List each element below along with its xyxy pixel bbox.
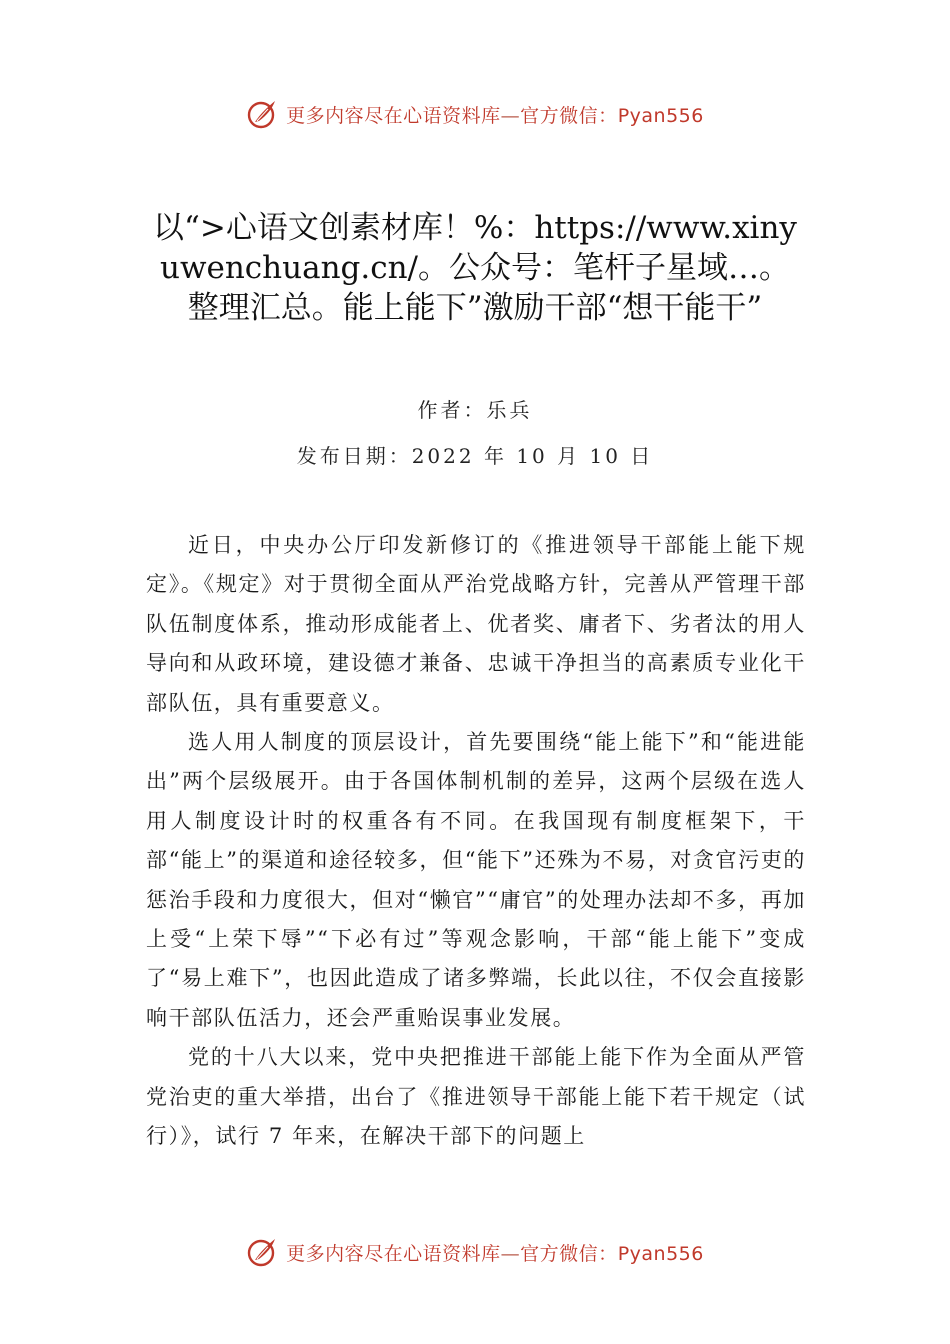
body-paragraph-1: 近日，中央办公厅印发新修订的《推进领导干部能上能下规定》。《规定》对于贯彻全面从严治党战略方针，完善从严管理干部队伍制度体系，推动形成能者上、优者奖、庸者下、劣者汰的用人导向和从政环境，建设德才兼备、忠诚干净担当的高素质专业化干部队伍，具有重要意义。 [146, 533, 806, 715]
article-author: 作者：乐兵 [417, 398, 533, 422]
article-body [146, 526, 806, 1157]
body-paragraph-3: 党的十八大以来，党中央把推进干部能上能下作为全面从严管党治吏的重大举措，出台了《推进领导干部能上能下若干规定（试行）》，试行 7 年来，在解决干部下的问题上 [146, 1045, 806, 1149]
watermark-header [0, 94, 950, 134]
quill-logo-icon [246, 97, 280, 131]
watermark-footer [0, 1232, 950, 1272]
article-date: 发布日期：2022 年 10 月 10 日 [296, 444, 654, 468]
watermark-wechat-account: Pyan556 [617, 1242, 704, 1265]
watermark-wechat-label: 官方微信： [520, 1242, 618, 1265]
watermark-brand: 更多内容尽在心语资料库 [286, 1242, 501, 1265]
watermark-separator: — [500, 104, 521, 127]
watermark-wechat-label: 官方微信： [520, 104, 618, 127]
quill-logo-icon [246, 1235, 280, 1269]
watermark-separator: — [500, 1242, 521, 1265]
body-paragraph-2: 选人用人制度的顶层设计，首先要围绕“能上能下”和“能进能出”两个层级展开。由于各国体制机制的差异，这两个层级在选人用人制度设计时的权重各有不同。在我国现有制度框架下，干部“能上”的渠道和途径较多，但“能下”还殊为不易，对贪官污吏的惩治手段和力度很大，但对“懒官”“庸官”的处理办法却不多，再加上受“上荣下辱”“下必有过”等观念影响，干部“能上能下”变成了“易上难下”，也因此造成了诸多弊端，长此以往，不仅会直接影响干部队伍活力，还会严重贻误事业发展。 [146, 730, 806, 1030]
watermark-brand: 更多内容尽在心语资料库 [286, 104, 501, 127]
watermark-text [286, 1239, 704, 1266]
article-title: 以“>心语文创素材库！%：https://www.xinyuwenchuang.cn/。公众号：笔杆子星域…。整理汇总。能上能下”激励干部“想干能干” [153, 210, 797, 326]
watermark-text [286, 101, 704, 128]
watermark-wechat-account: Pyan556 [617, 104, 704, 127]
